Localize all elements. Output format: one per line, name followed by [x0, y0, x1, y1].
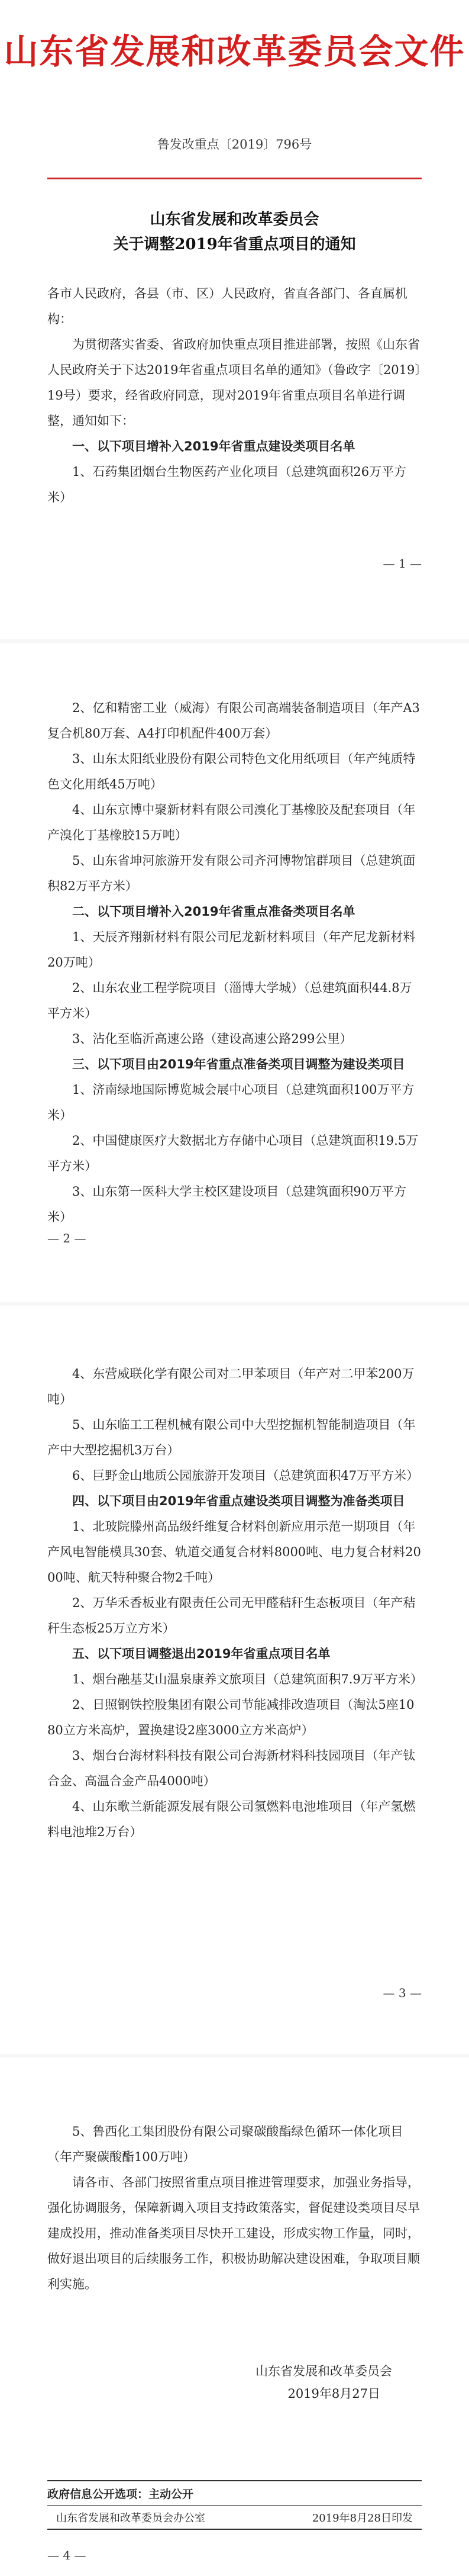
footer-rule-mid — [47, 2505, 422, 2506]
list-item: 2、中国健康医疗大数据北方存储中心项目（总建筑面积19.5万平方米） — [47, 1134, 419, 1173]
page-separator — [0, 639, 469, 643]
list-item: 5、山东省坤河旅游开发有限公司齐河博物馆群项目（总建筑面积82万平方米） — [47, 854, 416, 893]
issuing-office: 山东省发展和改革委员会办公室 — [56, 2512, 205, 2525]
list-item: 1、北玻院滕州高品级纤维复合材料创新应用示范一期项目（年产风电智能模具30套、轨道交通复合材料8000吨、电力复合材料2000吨、航天特种聚合物2千吨） — [47, 1519, 421, 1585]
doc-title: 山东省发展和改革委员会文件 — [4, 31, 465, 72]
list-item: 5、鲁西化工集团股份有限公司聚碳酸酯绿色循环一体化项目（年产聚碳酸酯100万吨） — [47, 2124, 403, 2164]
list-item: 2、万华禾香板业有限责任公司无甲醛秸秆生态板项目（年产秸秆生态板25万立方米） — [47, 1596, 416, 1635]
red-rule — [47, 178, 422, 179]
list-item: 3、山东第一医科大学主校区建设项目（总建筑面积90万平方米） — [47, 1184, 407, 1224]
page-separator — [0, 1302, 469, 1306]
page3-body — [0, 1361, 469, 1845]
footer-rule-top — [47, 2480, 422, 2481]
list-item: 6、巨野金山地质公园旅游开发项目（总建筑面积47万平方米） — [72, 1469, 419, 1483]
page2-body — [0, 695, 469, 1230]
page-number: — 1 — — [383, 556, 422, 571]
list-item: 3、山东太阳纸业股份有限公司特色文化用纸项目（年产纯质特色文化用纸45万吨） — [47, 752, 416, 791]
notice-title-line1: 山东省发展和改革委员会 — [150, 211, 319, 228]
list-item: 4、山东京博中聚新材料有限公司溴化丁基橡胶及配套项目（年产溴化丁基橡胶15万吨） — [47, 803, 416, 842]
list-item: 1、济南绿地国际博览城会展中心项目（总建筑面积100万平方米） — [47, 1083, 415, 1122]
list-item: 2、山东农业工程学院项目（淄博大学城）（总建筑面积44.8万平方米） — [47, 981, 412, 1020]
section4-heading: 四、以下项目由2019年省重点建设类项目调整为准备类项目 — [72, 1494, 405, 1508]
page-separator — [0, 2054, 469, 2057]
signature-org: 山东省发展和改革委员会 — [255, 2364, 392, 2378]
list-item: 3、沾化至临沂高速公路（建设高速公路299公里） — [72, 1032, 352, 1046]
list-item: 1、烟台融基艾山温泉康养文旅项目（总建筑面积7.9万平方米） — [72, 1672, 423, 1686]
list-item: 2、亿和精密工业（威海）有限公司高端装备制造项目（年产A3复合机80万套、A4打印机配件400万套） — [47, 701, 420, 740]
section3-heading: 三、以下项目由2019年省重点准备类项目调整为建设类项目 — [72, 1057, 405, 1071]
list-item: 3、烟台台海材料科技有限公司台海新材料科技园项目（年产钛合金、高温合金产品4000吨） — [47, 1749, 416, 1788]
page1-body — [0, 281, 469, 510]
list-item: 1、天辰齐翔新材料有限公司尼龙新材料项目（年产尼龙新材料20万吨） — [47, 930, 416, 970]
closing-paragraph: 请各市、各部门按照省重点项目推进管理要求，加强业务指导，强化协调服务，保障新调入项目支持政策落实，督促建设类项目尽早建成投用，推动准备类项目尽快开工建设，形成实物工作量，同时，做好退出项目的后续服务工作，积极协助解决建设困难，争取项目顺利实施。 — [47, 2175, 420, 2291]
print-date: 2019年8月28日印发 — [312, 2512, 413, 2525]
page-number: — 3 — — [383, 1986, 422, 2000]
list-item: 4、山东歌兰新能源发展有限公司氢燃料电池堆项目（年产氢燃料电池堆2万台） — [47, 1799, 416, 1839]
list-item: 5、山东临工工程机械有限公司中大型挖掘机智能制造项目（年产中大型挖掘机3万台） — [47, 1418, 416, 1457]
notice-title-line2: 关于调整2019年省重点项目的通知 — [113, 236, 356, 253]
section5-heading: 五、以下项目调整退出2019年省重点项目名单 — [72, 1647, 331, 1661]
list-item: 1、石药集团烟台生物医药产业化项目（总建筑面积26万平方米） — [47, 465, 407, 504]
intro-paragraph: 为贯彻落实省委、省政府加快重点项目推进部署，按照《山东省人民政府关于下达2019年省重点项目名单的通知》（鲁政字〔2019〕19号）要求，经省政府同意，现对2019年省重点项目名单进行调整，通知如下： — [47, 337, 421, 428]
doc-number: 鲁发改重点〔2019〕796号 — [157, 137, 312, 152]
footer-rule-bottom — [47, 2529, 422, 2530]
list-item: 4、东营威联化学有限公司对二甲苯项目（年产对二甲苯200万吨） — [47, 1367, 415, 1406]
addressee: 各市人民政府，各县（市、区）人民政府，省直各部门、各直属机构： — [47, 286, 407, 326]
disclosure-option: 政府信息公开选项：主动公开 — [47, 2488, 194, 2501]
page-number: — 2 — — [47, 1231, 86, 1245]
signature-date: 2019年8月27日 — [287, 2387, 380, 2401]
page-number: — 4 — — [47, 2548, 86, 2562]
section2-heading: 二、以下项目增补入2019年省重点准备类项目名单 — [72, 904, 355, 919]
section1-heading: 一、以下项目增补入2019年省重点建设类项目名单 — [72, 439, 355, 453]
page4-body — [0, 2119, 469, 2297]
list-item: 2、日照钢铁控股集团有限公司节能减排改造项目（淘汰5座1080立方米高炉，置换建设2座3000立方米高炉） — [47, 1698, 415, 1737]
